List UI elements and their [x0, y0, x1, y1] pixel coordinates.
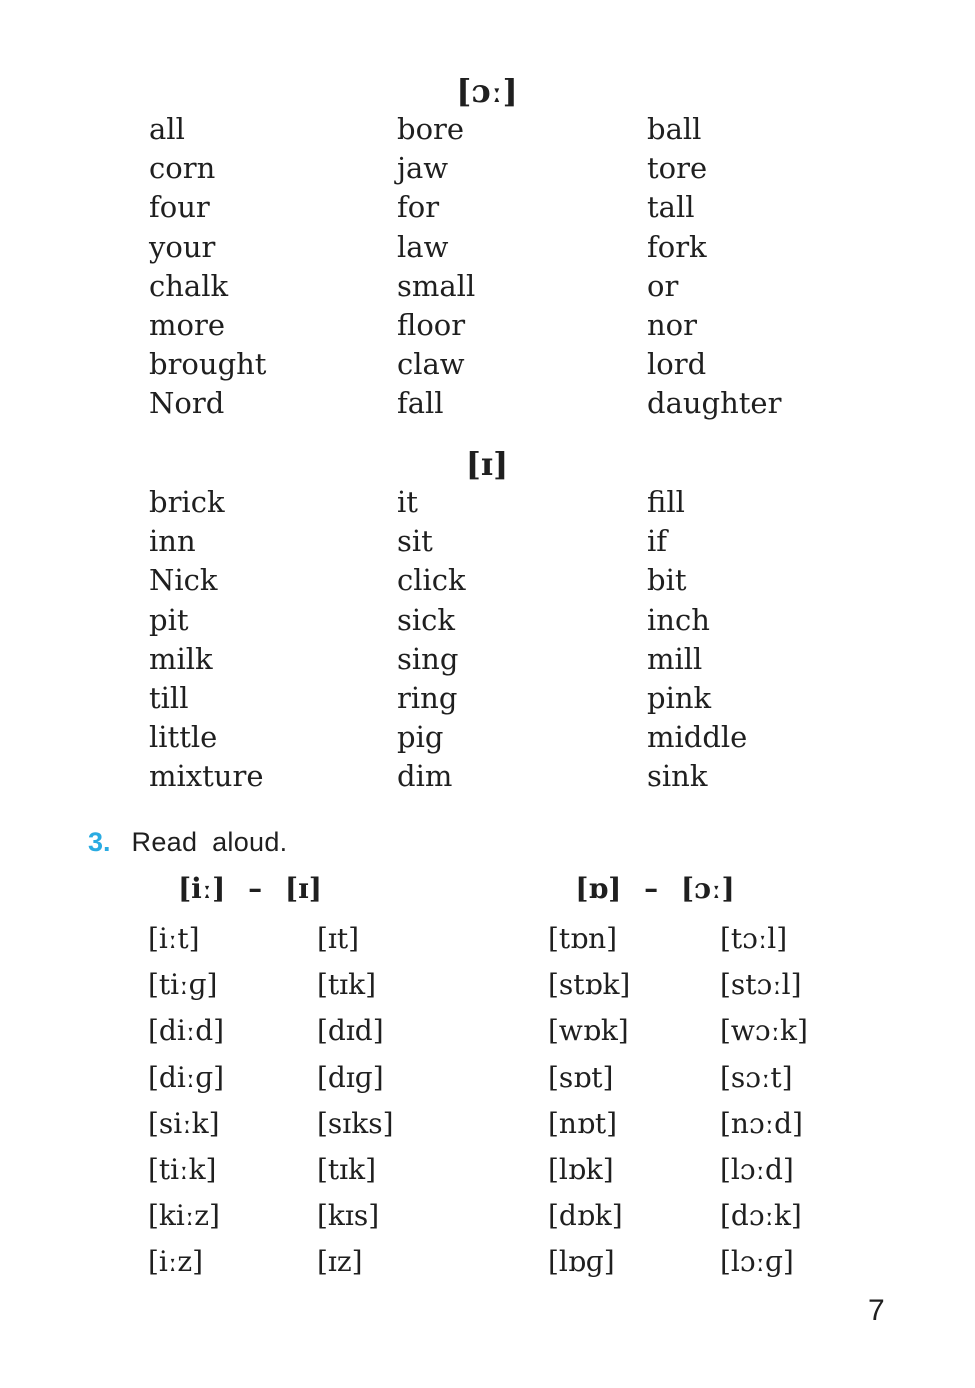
transcription: [tɪk]	[317, 968, 377, 1002]
transcription: [wɔːk]	[720, 1014, 808, 1048]
transcription: [sɪks]	[317, 1106, 394, 1140]
word: ring	[397, 681, 458, 716]
word: click	[397, 563, 466, 598]
transcription: [dɪd]	[317, 1014, 384, 1048]
word: lord	[647, 347, 707, 382]
word: pink	[647, 681, 712, 716]
word-column	[397, 110, 475, 424]
word: it	[397, 485, 418, 519]
word: tall	[647, 190, 695, 225]
transcription: [dɪɡ]	[317, 1060, 384, 1094]
word: your	[149, 229, 216, 264]
word: Nord	[149, 386, 225, 421]
phoneme-heading-short-i: [ɪ]	[465, 445, 509, 483]
word: for	[397, 190, 440, 225]
word: ball	[647, 112, 702, 146]
word: mill	[647, 641, 703, 676]
transcription: [dɒk]	[548, 1199, 623, 1233]
transcription: [lɒk]	[548, 1153, 614, 1187]
transcription: [diːɡ]	[148, 1060, 225, 1094]
word: sick	[397, 602, 455, 637]
word: four	[149, 190, 210, 225]
transcription: [stɒk]	[548, 968, 631, 1002]
word: middle	[647, 720, 748, 755]
word-column	[397, 483, 466, 797]
word: if	[647, 524, 668, 559]
word: law	[397, 229, 449, 264]
word: corn	[149, 151, 216, 186]
transcription: [dɔːk]	[720, 1199, 802, 1233]
word: mixture	[149, 759, 264, 794]
word: inch	[647, 602, 710, 637]
transcription: [lɔːɡ]	[720, 1245, 794, 1279]
word: tore	[647, 151, 708, 186]
transcription: [nɔːd]	[720, 1106, 803, 1140]
transcription: [kɪs]	[317, 1199, 380, 1233]
word: sing	[397, 641, 459, 676]
word: brick	[149, 485, 225, 519]
word: sink	[647, 759, 708, 794]
transcription: [lɔːd]	[720, 1153, 794, 1187]
exercise-heading	[88, 827, 287, 858]
word: bore	[397, 112, 465, 146]
word: or	[647, 268, 679, 303]
word: pig	[397, 720, 444, 755]
exercise-instruction: Read aloud.	[131, 827, 288, 857]
page-number: 7	[868, 1294, 885, 1327]
word: small	[397, 268, 476, 303]
word: chalk	[149, 268, 229, 303]
word: dim	[397, 759, 453, 794]
transcription: [tɪk]	[317, 1153, 377, 1187]
word: Nick	[149, 563, 218, 598]
word: sit	[397, 524, 433, 559]
word: fall	[397, 386, 444, 421]
transcription: [sɒt]	[548, 1060, 614, 1094]
transcription: [tɔːl]	[720, 922, 788, 955]
word: all	[149, 112, 185, 146]
transcription-column	[548, 916, 630, 1286]
word: fork	[647, 229, 707, 264]
word: milk	[149, 641, 213, 676]
transcription-column	[148, 916, 224, 1286]
word: fill	[647, 485, 685, 519]
transcription: [iːt]	[148, 922, 200, 955]
transcription: [ɪt]	[317, 922, 360, 955]
transcription: [tiːɡ]	[148, 968, 218, 1002]
transcription: [stɔːl]	[720, 968, 802, 1002]
word: floor	[397, 308, 466, 343]
transcription: [kiːz]	[148, 1199, 220, 1233]
word: pit	[149, 602, 189, 637]
word-column	[647, 483, 747, 797]
pair-header-long-i-short-i: [iː] – [ɪ]	[177, 872, 323, 905]
transcription: [lɒɡ]	[548, 1245, 615, 1279]
word: little	[149, 720, 218, 755]
word: more	[149, 308, 225, 343]
transcription: [diːd]	[148, 1014, 225, 1048]
transcription: [ɪz]	[317, 1245, 363, 1279]
word: bit	[647, 563, 687, 598]
word: jaw	[397, 151, 449, 186]
word: inn	[149, 524, 196, 559]
pair-header-short-o-long-o: [ɒ] – [ɔː]	[575, 872, 735, 905]
transcription: [siːk]	[148, 1106, 220, 1140]
word: claw	[397, 347, 465, 382]
phoneme-heading-long-o: [ɔː]	[456, 72, 518, 110]
word-column	[647, 110, 781, 424]
transcription: [tɒn]	[548, 922, 618, 955]
word-column	[149, 483, 264, 797]
transcription: [sɔːt]	[720, 1060, 793, 1094]
transcription-column	[720, 916, 808, 1286]
word: daughter	[647, 386, 782, 421]
transcription: [nɒt]	[548, 1106, 618, 1140]
exercise-number: 3.	[88, 827, 111, 857]
word: till	[149, 681, 189, 716]
word: nor	[647, 308, 697, 343]
transcription-column	[317, 916, 394, 1286]
transcription: [iːz]	[148, 1245, 203, 1279]
word: brought	[149, 347, 267, 382]
word-column	[149, 110, 266, 424]
transcription: [wɒk]	[548, 1014, 629, 1048]
transcription: [tiːk]	[148, 1153, 217, 1187]
